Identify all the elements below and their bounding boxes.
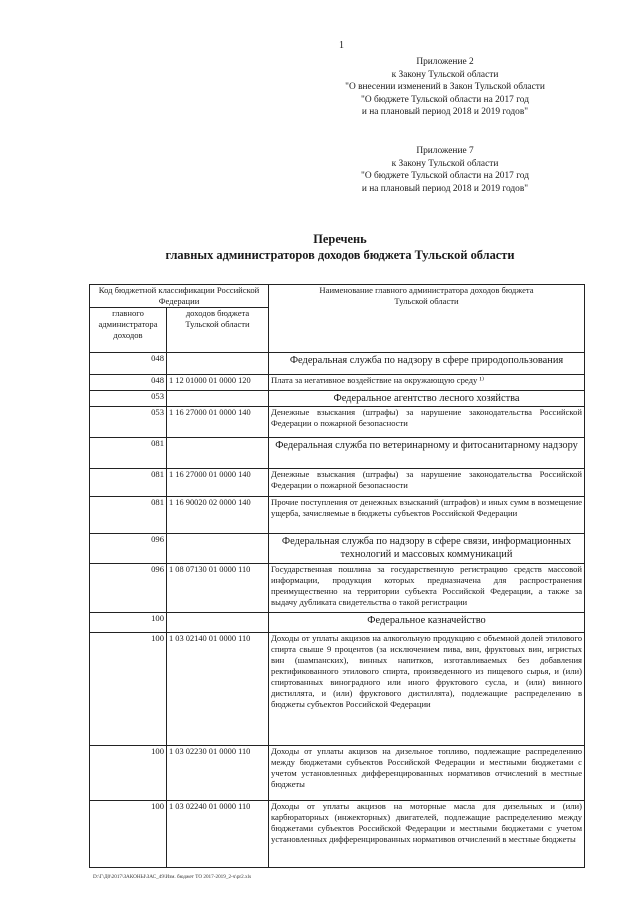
- admin-code-cell: 048: [90, 375, 167, 391]
- table-row: [90, 469, 585, 497]
- agency-row: [90, 438, 585, 469]
- document-subtitle: главных администраторов доходов бюджета Тульской области: [165, 248, 515, 262]
- admin-code-cell: 100: [90, 613, 167, 633]
- appendix-2-caption: [285, 56, 605, 119]
- income-code-cell: 1 03 02140 01 0000 110: [167, 633, 269, 746]
- name-cell: Федеральное агентство лесного хозяйства: [269, 391, 585, 407]
- name-cell: Федеральная служба по надзору в сфере природопользования: [269, 353, 585, 375]
- admin-code-cell: 081: [90, 438, 167, 469]
- table-header-row: [90, 285, 585, 308]
- appendix-7-line: Приложение 7: [416, 146, 474, 156]
- name-cell: Федеральная служба по надзору в сфере связи, информационных технологий и массовых коммуникаций: [269, 534, 585, 564]
- income-code-cell: 1 16 27000 01 0000 140: [167, 469, 269, 497]
- income-code-cell: 1 16 27000 01 0000 140: [167, 407, 269, 438]
- admin-code-cell: 081: [90, 469, 167, 497]
- agency-row: [90, 613, 585, 633]
- admin-code-cell: 053: [90, 407, 167, 438]
- table-row: [90, 375, 585, 391]
- agency-row: [90, 353, 585, 375]
- agency-row: [90, 534, 585, 564]
- income-code-cell: [167, 353, 269, 375]
- appendix-7-caption: [285, 145, 605, 195]
- admin-code-cell: 081: [90, 497, 167, 534]
- admin-code-cell: 096: [90, 534, 167, 564]
- table-row: [90, 564, 585, 613]
- name-cell: Денежные взыскания (штрафы) за нарушение законодательства Российской Федерации о пожарной безопасности: [269, 469, 585, 497]
- appendix-2-line: "О бюджете Тульской области на 2017 год: [361, 94, 529, 105]
- appendix-7-line: "О бюджете Тульской области на 2017 год: [361, 171, 529, 182]
- table-row: [90, 497, 585, 534]
- income-code-cell: [167, 613, 269, 633]
- income-code-cell: 1 08 07130 01 0000 110: [167, 564, 269, 613]
- name-cell: Денежные взыскания (штрафы) за нарушение законодательства Российской Федерации о пожарной безопасности: [269, 407, 585, 438]
- admin-code-cell: 096: [90, 564, 167, 613]
- admin-code-cell: 100: [90, 633, 167, 746]
- table-row: [90, 746, 585, 801]
- administrators-table: [89, 284, 585, 868]
- name-cell: Доходы от уплаты акцизов на алкогольную продукцию с объемной долей этилового спирта свыше 9 процентов (за исключением пива, вин, фруктовых вин, игристых вин (шампанских), винных напитков, изготавливаемых без добавления ректификованного этилового спирта, произведенного из пищевого сырья, и (или) спиртованных виноградного или иного фруктового сусла, и (или) винного дистиллята, и (или) фруктового дистиллята), подлежащие распределению в бюджеты субъектов Российской Федерации: [269, 633, 585, 746]
- header-code-group: Код бюджетной классификации Российской Федерации: [90, 285, 269, 308]
- admin-code-cell: 053: [90, 391, 167, 407]
- income-code-cell: [167, 391, 269, 407]
- appendix-7-line: к Закону Тульской области: [391, 158, 499, 169]
- name-cell: Государственная пошлина за государственную регистрацию средств массовой информации, продукция которых предназначена для распространения преимущественно на территории субъекта Российской Федерации, а также за выдачу дубликата свидетельства о такой регистрации: [269, 564, 585, 613]
- file-path-footer: D:\Г\Д0\2017\ЗАКОНЫ\ЗАС_49\Изм. бюджет ТО 2017-2019_2-ч\pr2.xls: [93, 874, 252, 880]
- document-title: Перечень: [313, 232, 367, 246]
- name-cell: Доходы от уплаты акцизов на моторные масла для дизельных и (или) карбюраторных (инжекторных) двигателей, подлежащие распределению между бюджетами субъектов Российской Федерации и местными бюджетами с учетом установленных дифференцированных нормативов отчислений в местные бюджеты: [269, 801, 585, 868]
- table-row: [90, 801, 585, 868]
- header-income-code: доходов бюджета Тульской области: [167, 308, 269, 353]
- income-code-cell: 1 03 02230 01 0000 110: [167, 746, 269, 801]
- income-code-cell: 1 16 90020 02 0000 140: [167, 497, 269, 534]
- table-row: [90, 633, 585, 746]
- agency-row: [90, 391, 585, 407]
- appendix-2-line: и на плановый период 2018 и 2019 годов": [361, 107, 529, 118]
- admin-code-cell: 048: [90, 353, 167, 375]
- income-code-cell: [167, 438, 269, 469]
- appendix-2-line: "О внесении изменений в Закон Тульской области: [345, 82, 545, 93]
- appendix-2-line: Приложение 2: [416, 57, 474, 67]
- header-admin-code: главного администратора доходов: [90, 308, 167, 353]
- table-row: [90, 407, 585, 438]
- income-code-cell: 1 03 02240 01 0000 110: [167, 801, 269, 868]
- admin-code-cell: 100: [90, 746, 167, 801]
- name-cell: Плата за негативное воздействие на окружающую среду ¹⁾: [269, 375, 585, 391]
- page-number: 1: [339, 40, 344, 51]
- income-code-cell: 1 12 01000 01 0000 120: [167, 375, 269, 391]
- name-cell: Прочие поступления от денежных взысканий (штрафов) и иных сумм в возмещение ущерба, зачисляемые в бюджеты субъектов Российской Федерации: [269, 497, 585, 534]
- appendix-2-line: к Закону Тульской области: [391, 69, 499, 80]
- income-code-cell: [167, 534, 269, 564]
- name-cell: Федеральная служба по ветеринарному и фитосанитарному надзору: [269, 438, 585, 469]
- admin-code-cell: 100: [90, 801, 167, 868]
- name-cell: Федеральное казначейство: [269, 613, 585, 633]
- header-name: Наименование главного администратора доходов бюджета Тульской области: [269, 285, 585, 353]
- appendix-7-line: и на плановый период 2018 и 2019 годов": [361, 183, 529, 194]
- name-cell: Доходы от уплаты акцизов на дизельное топливо, подлежащие распределению между бюджетами субъектов Российской Федерации и местными бюджетами с учетом установленных дифференцированных нормативов отчислений в местные бюджеты: [269, 746, 585, 801]
